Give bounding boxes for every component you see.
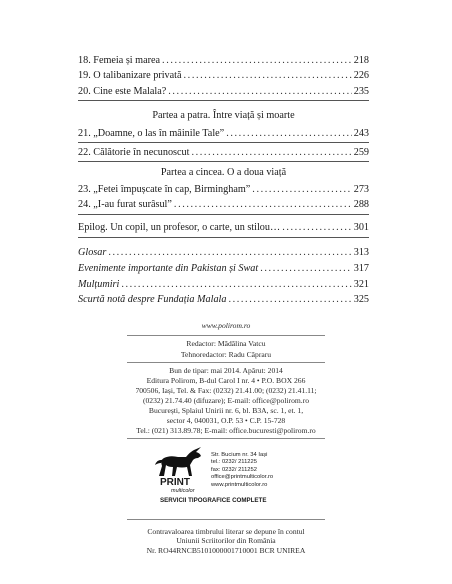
toc-entry-title: 22. Călătorie în necunoscut — [78, 147, 190, 158]
unicorn-logo-icon — [154, 446, 210, 480]
toc-entry-page: 235 — [353, 86, 369, 97]
toc-leader-dots — [252, 184, 351, 196]
address-line: Tel.: (021) 313.89.78; E-mail: office.bucuresti@polirom.ro — [136, 426, 316, 435]
toc-entry-page: 226 — [353, 70, 369, 81]
printer-address-line: office@printmulticolor.ro — [211, 474, 274, 481]
toc-entry — [78, 70, 369, 82]
toc-entry-page: 218 — [353, 55, 369, 66]
toc-entry — [78, 263, 369, 275]
toc-entry-title: 21. „Doamne, o las în mâinile Tale” — [78, 128, 225, 139]
imprint-divider — [127, 362, 325, 363]
toc-entry-title: 20. Cine este Malala? — [78, 86, 167, 97]
toc-entry-title: 23. „Fetei împușcate în cap, Birmingham” — [78, 184, 251, 195]
toc-entry-title: Epilog. Un copil, un profesor, o carte, un stilou… — [78, 222, 281, 233]
toc-entry — [78, 184, 369, 196]
toc-leader-dots — [282, 222, 352, 234]
toc-entry — [78, 147, 369, 159]
toc-leader-dots — [162, 55, 352, 67]
toc-entry — [78, 279, 369, 291]
toc-entry-page: 243 — [353, 128, 369, 139]
imprint-divider — [127, 519, 325, 520]
imprint-divider — [127, 438, 325, 439]
toc-entry — [78, 247, 369, 259]
toc-entry-title: 18. Femeia și marea — [78, 55, 161, 66]
toc-leader-dots — [121, 279, 351, 291]
toc-entry — [78, 55, 369, 67]
toc-leader-dots — [228, 294, 351, 306]
part-heading: Partea a patra. Între viață și moarte — [152, 110, 295, 121]
address-line: (0232) 21.74.40 (difuzare); E-mail: office@polirom.ro — [142, 396, 310, 405]
publisher-website: www.polirom.ro — [201, 321, 251, 330]
section-divider — [78, 161, 369, 162]
toc-entry-page: 325 — [353, 294, 369, 305]
imprint-divider — [127, 335, 325, 336]
printer-brand: PRINT — [160, 477, 190, 488]
address-line: sector 4, 040031, O.P. 53 • C.P. 15-728 — [166, 416, 286, 425]
toc-entry — [78, 128, 369, 140]
toc-entry-title: Scurtă notă despre Fundația Malala — [78, 294, 227, 305]
toc-leader-dots — [174, 199, 352, 211]
toc-leader-dots — [260, 263, 351, 275]
toc-entry — [78, 199, 369, 211]
toc-leader-dots — [226, 128, 352, 140]
literary-stamp-note — [106, 527, 346, 555]
toc-entry-title: 19. O talibanizare privată — [78, 70, 182, 81]
toc-leader-dots — [191, 147, 351, 159]
toc-entry-title: Evenimente importante din Pakistan și Swat — [78, 263, 259, 274]
tech-editor-credit: Tehnoredactor: Radu Căpraru — [180, 350, 272, 359]
part-heading: Partea a cincea. O a doua viață — [160, 167, 287, 178]
printer-logo-block — [154, 446, 314, 512]
printer-address-line: fax: 0232/ 211252 — [211, 466, 257, 473]
address-line: 700506, Iași, Tel. & Fax: (0232) 21.41.00; (0232) 21.41.11; — [135, 386, 317, 395]
print-date: Bun de tipar: mai 2014. Apărut: 2014 — [169, 366, 283, 375]
printer-address-line: tel.: 0232/ 211225 — [211, 459, 257, 466]
toc-entry-title: Glosar — [78, 247, 107, 258]
toc-leader-dots — [184, 70, 352, 82]
section-divider — [78, 100, 369, 101]
toc-entry — [78, 222, 369, 234]
address-line: Editura Polirom, B-dul Carol I nr. 4 • P.O. BOX 266 — [146, 376, 306, 385]
printer-contact — [211, 452, 273, 489]
toc-entry-title: Mulțumiri — [78, 279, 120, 290]
toc-entry-page: 288 — [353, 199, 369, 210]
note-line: Nr. RO44RNCB5101000001710001 BCR UNIREA — [146, 545, 306, 555]
section-divider — [78, 142, 369, 143]
toc-entry-page: 301 — [353, 222, 369, 233]
toc-entry — [78, 86, 369, 98]
editor-credit: Redactor: Mădălina Vatcu — [186, 339, 266, 348]
toc-entry-page: 273 — [353, 184, 369, 195]
section-divider — [78, 237, 369, 238]
toc-entry-page: 259 — [353, 147, 369, 158]
toc-entry-title: 24. „I-au furat surâsul” — [78, 199, 172, 210]
toc-leader-dots — [108, 247, 351, 259]
printer-brand-sub: multicolor — [171, 488, 195, 494]
toc-entry-page: 313 — [353, 247, 369, 258]
address-line: București, Splaiul Unirii nr. 6, bl. B3A, sc. 1, et. 1, — [148, 406, 304, 415]
toc-leader-dots — [168, 86, 351, 98]
printer-address-line: Str. Bucium nr. 34 Iași — [211, 452, 268, 458]
toc-entry — [78, 294, 369, 306]
note-line: Uniunii Scriitorilor din România — [176, 536, 276, 546]
toc-entry-page: 317 — [353, 263, 369, 274]
printer-address-line: www.printmulticolor.ro — [211, 481, 268, 488]
note-line: Contravaloarea timbrului literar se depune în contul — [147, 527, 305, 536]
toc-entry-page: 321 — [353, 279, 369, 290]
printer-tagline: SERVICII TIPOGRAFICE COMPLETE — [160, 497, 267, 504]
section-divider — [78, 214, 369, 215]
